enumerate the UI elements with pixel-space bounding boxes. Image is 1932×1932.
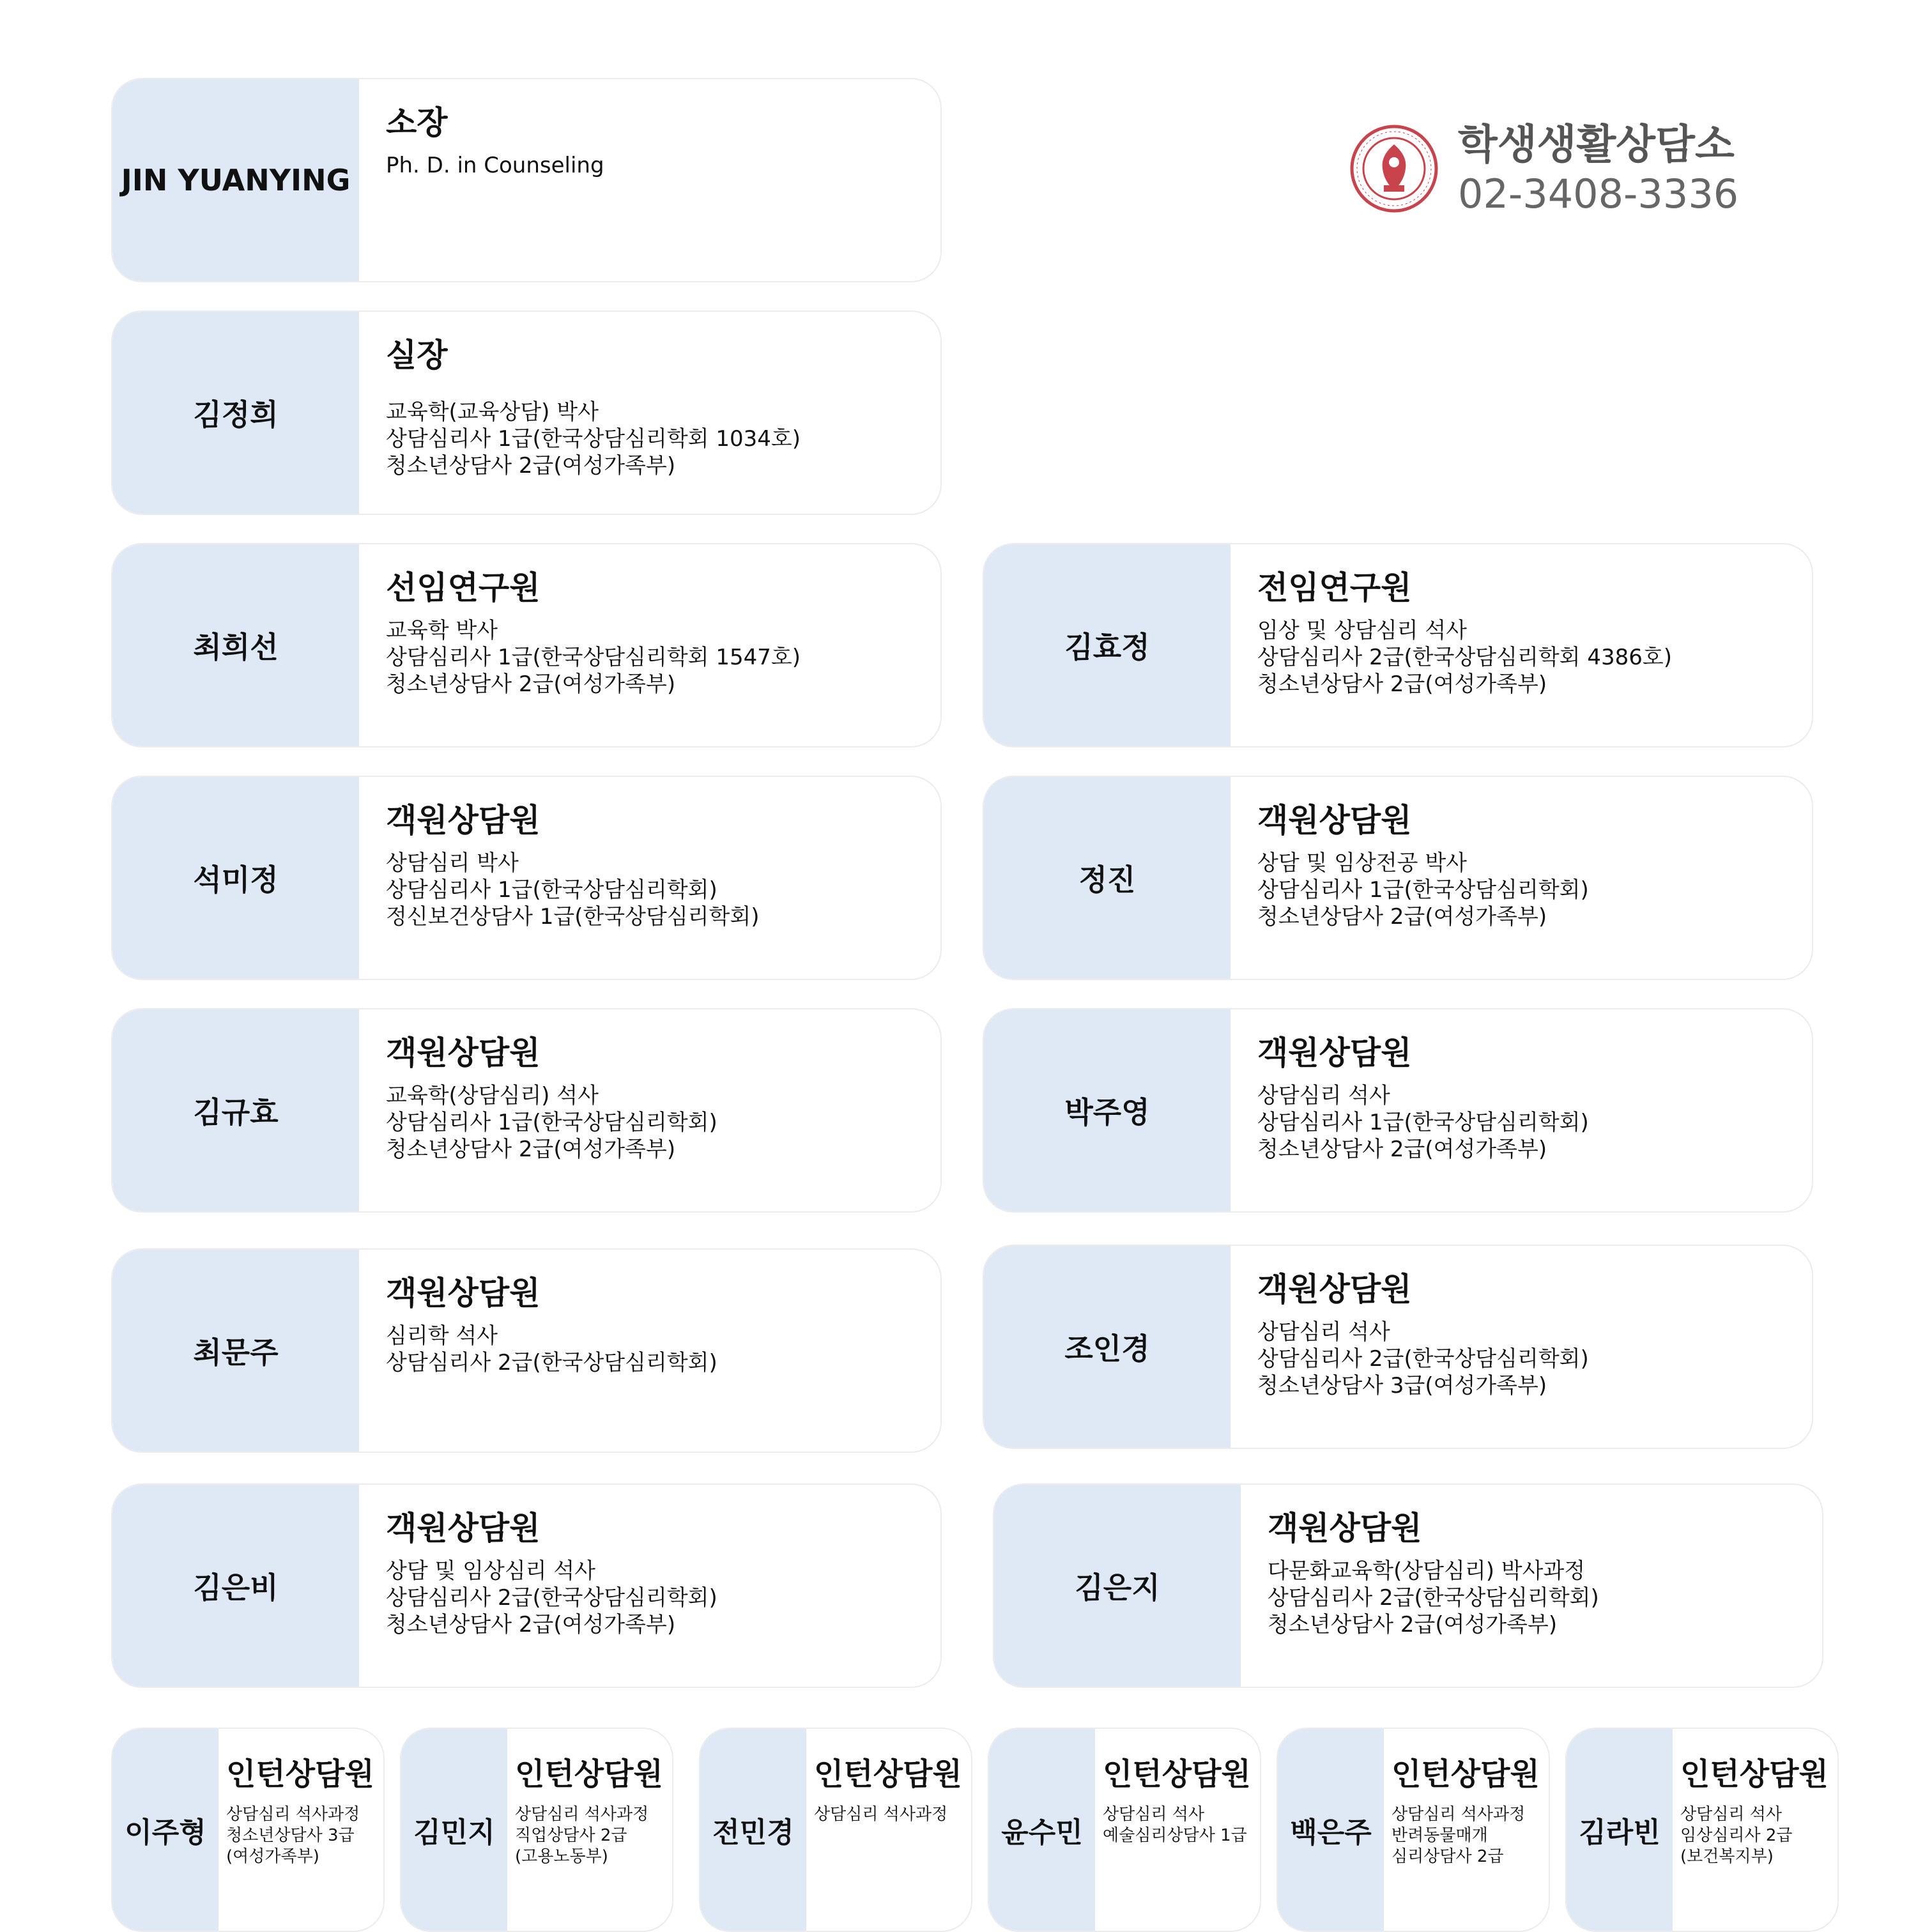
intern-role: 인턴상담원 [1103,1756,1251,1792]
credential-line: 상담 및 임상심리 석사 [386,1558,596,1584]
intern-credentials [515,1804,672,1867]
staff-name: 김은비 [112,1485,359,1687]
staff-info [359,1485,940,1687]
credential-line: 교육학(교육상담) 박사 [386,399,599,425]
credential-line: 교육학(상담심리) 석사 [386,1083,599,1108]
staff-card [983,1245,1813,1449]
staff-role: 실장 [386,337,448,374]
intern-name: 김라빈 [1567,1729,1673,1931]
credential-line: 심리상담사 2급 [1392,1847,1504,1866]
credential-line: 청소년상담사 2급(여성가족부) [1257,671,1547,697]
staff-name: 최희선 [112,544,359,746]
intern-credentials [1103,1804,1260,1846]
intern-role: 인턴상담원 [1680,1756,1828,1792]
staff-info [359,312,940,514]
intern-info [218,1729,383,1931]
credential-line: 반려동물매개 [1392,1826,1488,1845]
intern-info [1384,1729,1549,1931]
staff-info [359,1009,940,1211]
staff-name: 김정희 [112,312,359,514]
credential-line: 청소년상담사 2급(여성가족부) [386,671,676,697]
university-seal-icon [1349,124,1439,213]
credential-line: 상담심리사 2급(한국상담심리학회) [386,1350,717,1376]
credential-line: 직업상담사 2급 [515,1826,627,1845]
staff-card [111,1483,942,1688]
intern-card [699,1728,972,1932]
intern-role: 인턴상담원 [226,1756,374,1792]
intern-credentials [226,1804,383,1867]
credential-line: 청소년상담사 2급(여성가족부) [386,453,676,479]
credential-line: 청소년상담사 2급(여성가족부) [386,1137,676,1162]
staff-credentials [1257,1319,1812,1399]
staff-info [359,777,940,979]
credential-line: (고용노동부) [515,1847,608,1866]
staff-card [983,1008,1813,1213]
staff-name: JIN YUANYING [112,79,359,281]
staff-role: 객원상담원 [1257,1271,1412,1308]
credential-line: 상담심리사 1급(한국상담심리학회) [386,877,717,903]
credential-line: Ph. D. in Counseling [386,153,604,178]
credential-line: 청소년상담사 2급(여성가족부) [1257,1137,1547,1162]
staff-credentials [1257,1082,1812,1163]
credential-line: 상담심리사 1급(한국상담심리학회 1547호) [386,645,801,670]
credential-line: 상담심리 석사과정 [515,1805,649,1824]
intern-name: 백은주 [1278,1729,1384,1931]
credential-line: 임상 및 상담심리 석사 [1257,618,1468,643]
credential-line: 상담심리사 2급(한국상담심리학회 4386호) [1257,645,1672,670]
staff-card [111,78,942,282]
staff-name: 김규효 [112,1009,359,1211]
intern-role: 인턴상담원 [814,1756,962,1792]
credential-line: 상담심리사 1급(한국상담심리학회) [1257,877,1589,903]
staff-credentials [386,1082,940,1163]
intern-card [111,1728,385,1932]
staff-role: 객원상담원 [1257,1034,1412,1071]
staff-card [111,1008,942,1213]
staff-credentials [386,399,940,479]
credential-line: 상담심리 석사과정 [814,1805,948,1824]
intern-card [988,1728,1261,1932]
staff-credentials [1268,1558,1822,1638]
credential-line: 청소년상담사 2급(여성가족부) [386,1612,676,1637]
staff-card [993,1483,1823,1688]
credential-line: 상담심리사 2급(한국상담심리학회) [1257,1346,1589,1372]
staff-name: 박주영 [984,1009,1230,1211]
staff-info [359,79,940,281]
intern-name: 김민지 [401,1729,507,1931]
credential-line: 상담심리사 2급(한국상담심리학회) [386,1585,717,1611]
staff-role: 선임연구원 [386,569,540,606]
credential-line: (여성가족부) [226,1847,319,1866]
credential-line: 상담심리사 1급(한국상담심리학회) [386,1110,717,1135]
intern-card [400,1728,673,1932]
credential-line: 임상심리사 2급 [1680,1826,1793,1845]
org-name: 학생생활상담소 [1458,121,1735,169]
staff-name: 석미정 [112,777,359,979]
intern-info [806,1729,971,1931]
credential-line: 상담심리 석사 [1257,1319,1390,1345]
staff-role: 객원상담원 [386,1275,540,1312]
credential-line: 다문화교육학(상담심리) 박사과정 [1268,1558,1586,1584]
staff-role: 객원상담원 [1257,802,1412,839]
staff-card [983,776,1813,980]
intern-credentials [1680,1804,1837,1867]
intern-info [1095,1729,1260,1931]
staff-credentials [386,1322,940,1376]
credential-line: 상담심리 박사 [386,850,519,876]
staff-card [111,1248,942,1453]
credential-line: 상담심리사 2급(한국상담심리학회) [1268,1585,1599,1611]
staff-info [1241,1485,1822,1687]
intern-info [507,1729,672,1931]
credential-line: 예술심리상담사 1급 [1103,1826,1247,1845]
intern-name: 윤수민 [989,1729,1095,1931]
credential-line: (보건복지부) [1680,1847,1774,1866]
staff-role: 객원상담원 [386,802,540,839]
staff-info [1230,777,1812,979]
staff-info [1230,544,1812,746]
credential-line: 정신보건상담사 1급(한국상담심리학회) [386,904,760,930]
credential-line: 상담심리 석사과정 [1392,1805,1526,1824]
credential-line: 상담심리사 1급(한국상담심리학회) [1257,1110,1589,1135]
credential-line: 청소년상담사 2급(여성가족부) [1268,1612,1558,1637]
credential-line: 상담심리사 1급(한국상담심리학회 1034호) [386,426,801,452]
staff-info [359,544,940,746]
staff-info [359,1250,940,1452]
staff-credentials [386,850,940,930]
staff-role: 객원상담원 [386,1034,540,1071]
staff-name: 김효정 [984,544,1230,746]
credential-line: 청소년상담사 2급(여성가족부) [1257,904,1547,930]
credential-line: 청소년상담사 3급 [226,1826,355,1845]
org-phone: 02-3408-3336 [1458,171,1739,217]
intern-name: 전민경 [700,1729,806,1931]
staff-info [1230,1246,1812,1448]
staff-name: 김은지 [994,1485,1241,1687]
credential-line: 상담 및 임상전공 박사 [1257,850,1468,876]
intern-name: 이주형 [112,1729,218,1931]
staff-role: 소장 [386,104,448,141]
intern-info [1673,1729,1837,1931]
staff-card [983,543,1813,747]
staff-credentials [386,617,940,698]
intern-card [1565,1728,1839,1932]
staff-name: 최문주 [112,1250,359,1452]
credential-line: 상담심리 석사 [1257,1083,1390,1108]
credential-line: 상담심리 석사 [1103,1805,1204,1824]
staff-credentials [1257,850,1812,930]
staff-name: 정진 [984,777,1230,979]
staff-credentials [1257,617,1812,698]
staff-name: 조인경 [984,1246,1230,1448]
org-header [1349,120,1758,222]
credential-line: 교육학 박사 [386,618,498,643]
intern-role: 인턴상담원 [1392,1756,1540,1792]
staff-info [1230,1009,1812,1211]
staff-role: 객원상담원 [1268,1510,1422,1547]
intern-credentials [814,1804,971,1825]
intern-card [1276,1728,1550,1932]
intern-role: 인턴상담원 [515,1756,663,1792]
credential-line: 상담심리 석사과정 [226,1805,360,1824]
intern-credentials [1392,1804,1549,1867]
staff-credentials [386,1558,940,1638]
staff-card [111,543,942,747]
staff-card [111,310,942,515]
credential-line: 상담심리 석사 [1680,1805,1782,1824]
staff-credentials [386,152,940,179]
staff-card [111,776,942,980]
credential-line: 심리학 석사 [386,1323,498,1349]
staff-role: 객원상담원 [386,1510,540,1547]
credential-line: 청소년상담사 3급(여성가족부) [1257,1373,1547,1399]
staff-role: 전임연구원 [1257,569,1412,606]
